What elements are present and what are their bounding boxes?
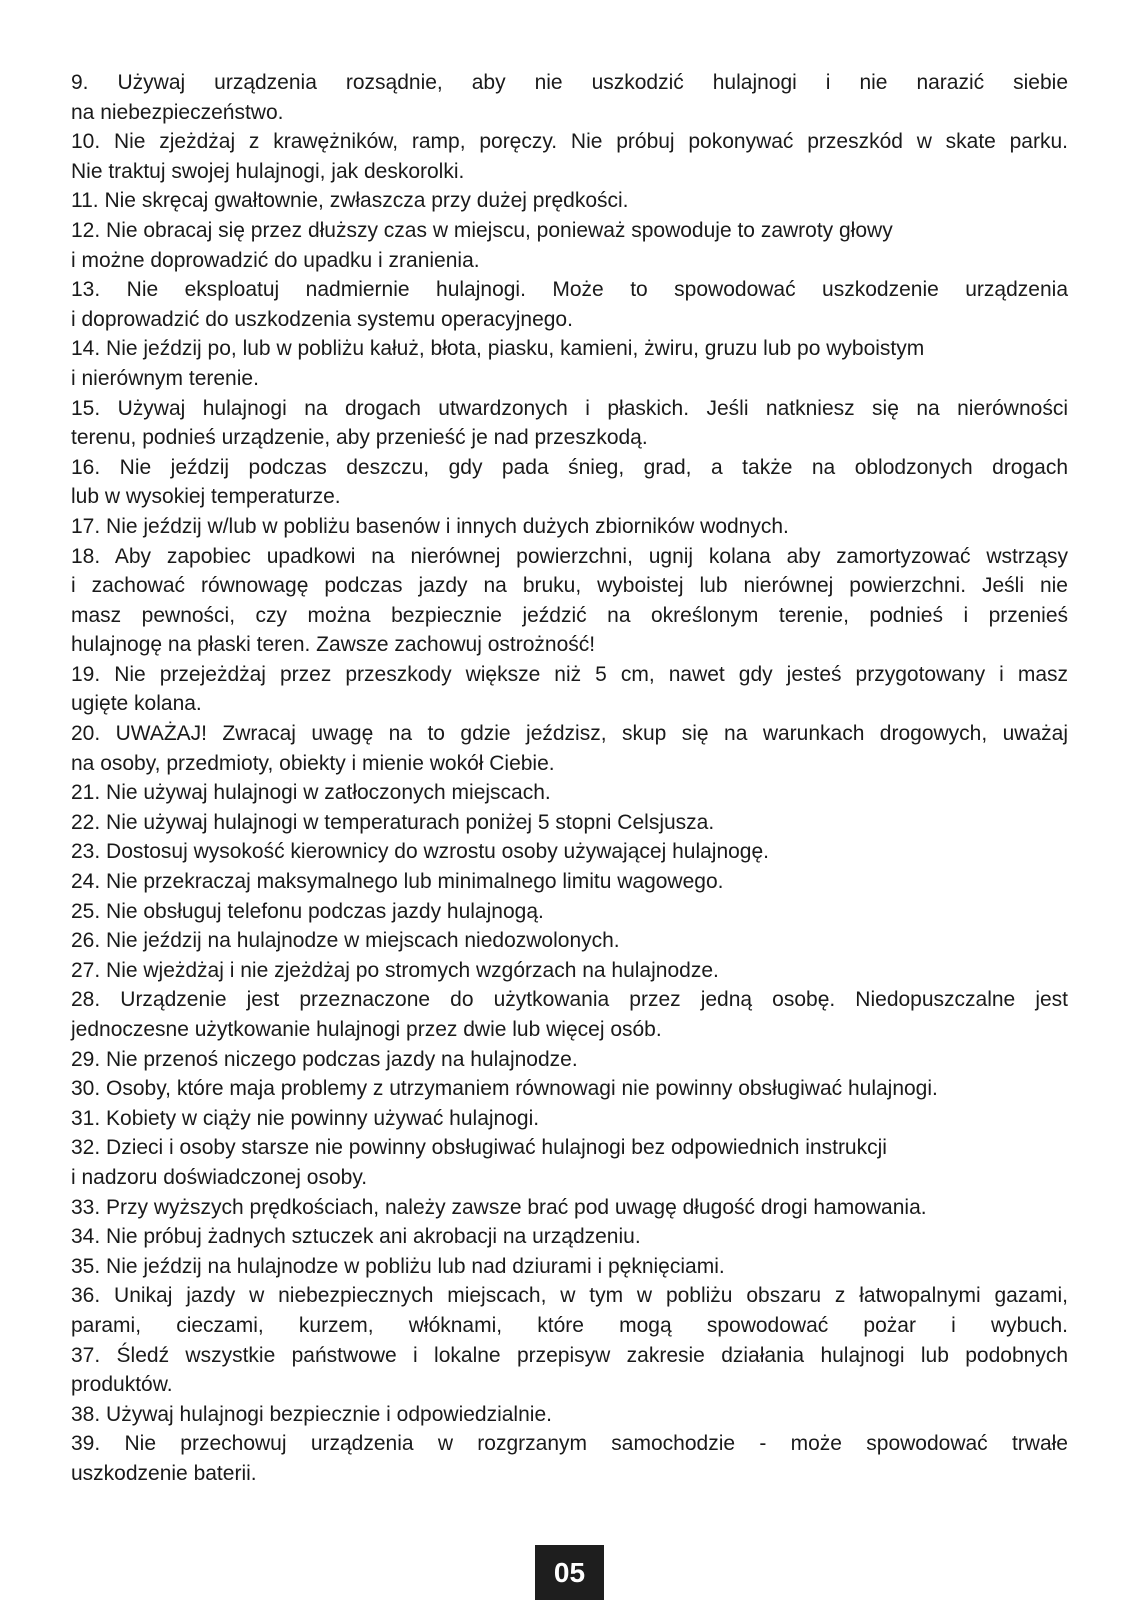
text-line: i nierównym terenie. xyxy=(71,366,259,390)
text-line: 25. Nie obsługuj telefonu podczas jazdy hulajnogą. xyxy=(71,899,544,923)
text-line: 38. Używaj hulajnogi bezpiecznie i odpowiedzialnie. xyxy=(71,1402,552,1426)
text-line: 26. Nie jeździj na hulajnodze w miejscach niedozwolonych. xyxy=(71,929,620,953)
safety-rules-list xyxy=(71,68,1068,1489)
text-line: 31. Kobiety w ciąży nie powinny używać hulajnogi. xyxy=(71,1106,540,1130)
text-line: i zachować równowagę podczas jazdy na bruku, wyboistej lub nierównej powierzchni. Jeśli nie xyxy=(71,574,1068,598)
text-line: jednoczesne użytkowanie hulajnogi przez dwie lub więcej osób. xyxy=(71,1018,662,1041)
text-line: 15. Używaj hulajnogi na drogach utwardzonych i płaskich. Jeśli natkniesz się na nierówności xyxy=(71,396,1068,420)
text-line: masz pewności, czy można bezpiecznie jeździć na określonym terenie, podnieś i przenieś xyxy=(71,603,1068,627)
text-line: hulajnogę na płaski teren. Zawsze zachowuj ostrożność! xyxy=(71,633,596,657)
text-line: 36. Unikaj jazdy w niebezpiecznych miejscach, w tym w pobliżu obszaru z łatwopalnymi gazami, xyxy=(71,1284,1068,1308)
text-line: 12. Nie obracaj się przez dłuższy czas w miejscu, ponieważ spowoduje to zawroty głowy xyxy=(71,218,893,242)
text-line: i nadzoru doświadczonej osoby. xyxy=(71,1165,368,1189)
text-line: 18. Aby zapobiec upadkowi na nierównej powierzchni, ugnij kolana aby zamortyzować wstrząsy xyxy=(71,544,1068,568)
text-line: na niebezpieczeństwo. xyxy=(71,100,284,124)
text-line: 11. Nie skręcaj gwałtownie, zwłaszcza przy dużej prędkości. xyxy=(71,189,629,213)
text-line: 13. Nie eksploatuj nadmiernie hulajnogi. Może to spowodować uszkodzenie urządzenia xyxy=(71,278,1068,302)
text-line: 27. Nie wjeżdżaj i nie zjeżdżaj po stromych wzgórzach na hulajnodze. xyxy=(71,958,719,982)
text-line: i doprowadzić do uszkodzenia systemu operacyjnego. xyxy=(71,307,573,331)
text-line: 14. Nie jeździj po, lub w pobliżu kałuż, błota, piasku, kamieni, żwiru, gruzu lub po wyboistym xyxy=(71,337,925,361)
text-line: 29. Nie przenoś niczego podczas jazdy na hulajnodze. xyxy=(71,1047,578,1071)
text-line: na osoby, przedmioty, obiekty i mienie wokół Ciebie. xyxy=(71,751,555,775)
text-line: 35. Nie jeździj na hulajnodze w pobliżu lub nad dziurami i pęknięciami. xyxy=(71,1254,725,1278)
text-line: 32. Dzieci i osoby starsze nie powinny obsługiwać hulajnogi bez odpowiednich instrukcji xyxy=(71,1136,887,1160)
text-line: 17. Nie jeździj w/lub w pobliżu basenów i innych dużych zbiorników wodnych. xyxy=(71,514,789,538)
text-line: 23. Dostosuj wysokość kierownicy do wzrostu osoby używającej hulajnogę. xyxy=(71,840,770,864)
text-line: lub w wysokiej temperaturze. xyxy=(71,485,341,509)
text-line: 28. Urządzenie jest przeznaczone do użytkowania przez jedną osobę. Niedopuszczalne jest xyxy=(71,988,1068,1012)
text-line: 19. Nie przejeżdżaj przez przeszkody większe niż 5 cm, nawet gdy jesteś przygotowany i masz xyxy=(71,662,1068,686)
text-line: 21. Nie używaj hulajnogi w zatłoczonych miejscach. xyxy=(71,781,551,805)
text-line: 30. Osoby, które maja problemy z utrzymaniem równowagi nie powinny obsługiwać hulajnogi. xyxy=(71,1077,938,1101)
text-line: 9. Używaj urządzenia rozsądnie, aby nie uszkodzić hulajnogi i nie narazić siebie xyxy=(71,71,1068,94)
text-line: 24. Nie przekraczaj maksymalnego lub minimalnego limitu wagowego. xyxy=(71,870,724,894)
text-line: i możne doprowadzić do upadku i zranienia. xyxy=(71,248,480,272)
text-line: uszkodzenie baterii. xyxy=(71,1461,257,1485)
text-line: 34. Nie próbuj żadnych sztuczek ani akrobacji na urządzeniu. xyxy=(71,1225,641,1249)
text-line: produktów. xyxy=(71,1373,173,1397)
text-line: 39. Nie przechowuj urządzenia w rozgrzanym samochodzie - może spowodować trwałe xyxy=(71,1432,1068,1456)
text-line: 22. Nie używaj hulajnogi w temperaturach poniżej 5 stopni Celsjusza. xyxy=(71,810,715,834)
text-line: 37. Śledź wszystkie państwowe i lokalne przepisyw zakresie działania hulajnogi lub podobnych xyxy=(71,1343,1068,1367)
text-line: 16. Nie jeździj podczas deszczu, gdy pada śnieg, grad, a także na oblodzonych drogach xyxy=(71,455,1068,479)
text-line: Nie traktuj swojej hulajnogi, jak deskorolki. xyxy=(71,159,465,183)
text-line: parami, cieczami, kurzem, włóknami, które mogą spowodować pożar i wybuch. xyxy=(71,1313,1068,1337)
text-line: 10. Nie zjeżdżaj z krawężników, ramp, poręczy. Nie próbuj pokonywać przeszkód w skate parku. xyxy=(71,130,1068,154)
page-number-badge: 05 xyxy=(535,1545,604,1600)
text-line: 20. UWAŻAJ! Zwracaj uwagę na to gdzie jeździsz, skup się na warunkach drogowych, uważaj xyxy=(71,722,1068,746)
text-line: 33. Przy wyższych prędkościach, należy zawsze brać pod uwagę długość drogi hamowania. xyxy=(71,1195,927,1219)
text-line: ugięte kolana. xyxy=(71,692,202,716)
text-line: terenu, podnieś urządzenie, aby przenieść je nad przeszkodą. xyxy=(71,426,648,450)
